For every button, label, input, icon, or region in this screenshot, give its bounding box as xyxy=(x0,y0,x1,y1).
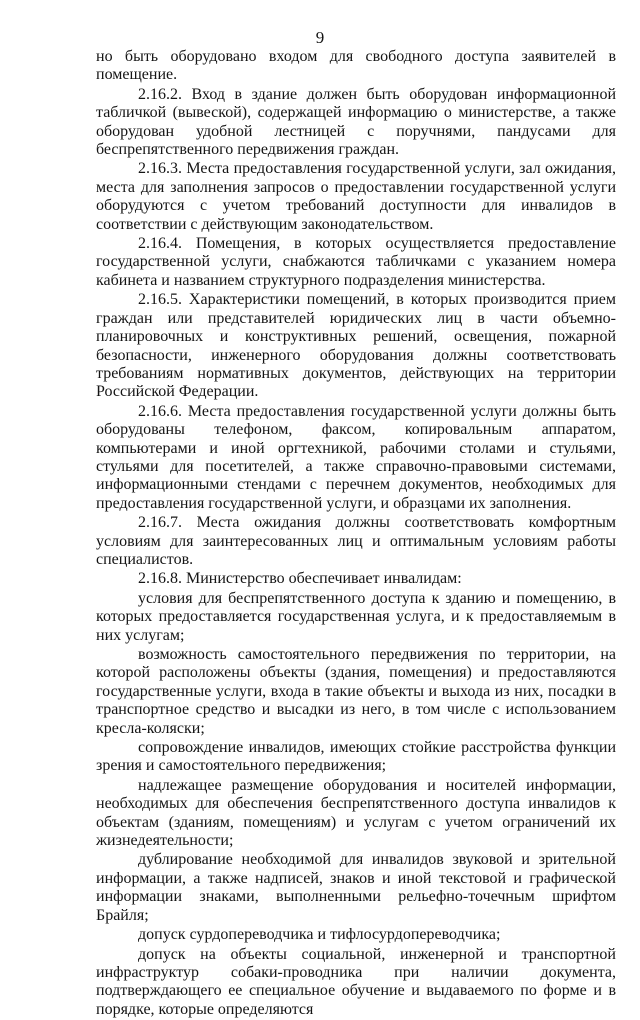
paragraph-2-16-4: 2.16.4. Помещения, в которых осуществляется предоставление государственной услуги, снабжаются табличками с указанием номера кабинета и названием структурного подразделения министерства. xyxy=(96,235,616,289)
paragraph-2-16-2: 2.16.2. Вход в здание должен быть оборудован информационной табличкой (вывеской), содержащей информацию о министерстве, а также оборудован удобной лестницей с поручнями, пандусами для беспрепятственного передвижения граждан. xyxy=(96,85,616,159)
list-item-escort: сопровождение инвалидов, имеющих стойкие расстройства функции зрения и самостоятельного передвижения; xyxy=(96,739,616,775)
list-item-movement: возможность самостоятельного передвижения по территории, на которой расположены объекты (здания, помещения) и предоставляются государственные услуги, входа в такие объекты и выхода из них, посадки в транспортное средство и высадки из него, в том числе с использованием кресла-коляски; xyxy=(96,646,616,737)
list-item-equipment-placement: надлежащее размещение оборудования и носителей информации, необходимых для обеспечения беспрепятственного доступа инвалидов к объектам (зданиям, помещениям) и услугам с учетом ограничений их жизнедеятельности; xyxy=(96,776,616,850)
paragraph-continuation: но быть оборудовано входом для свободного доступа заявителей в помещение. xyxy=(96,48,616,84)
page-number: 9 xyxy=(315,28,325,47)
list-item-guide-dog: допуск на объекты социальной, инженерной и транспортной инфраструктур собаки-проводника при наличии документа, подтверждающего ее специальное обучение и выдаваемого по форме и в порядке, которые определяются xyxy=(96,945,616,1018)
list-item-braille: дублирование необходимой для инвалидов звуковой и зрительной информации, а также надписей, знаков и иной текстовой и графической информации знаками, выполненными рельефно-точечным шрифтом Брайля; xyxy=(96,851,616,924)
paragraph-2-16-5: 2.16.5. Характеристики помещений, в которых производится прием граждан или представителей юридических лиц в части объемно-планировочных и конструктивных решений, освещения, пожарной безопасности, инженерного оборудования должны соответствовать требованиям нормативных документов, действующих на территории Российской Федерации. xyxy=(96,291,616,401)
list-item-access-conditions: условия для беспрепятственного доступа к зданию и помещению, в которых предоставляется государственная услуга, и к предоставляемым в них услугам; xyxy=(96,589,616,644)
paragraph-2-16-7: 2.16.7. Места ожидания должны соответствовать комфортным условиям для заинтересованных лиц и оптимальным условиям работы специалистов. xyxy=(96,514,616,568)
document-body xyxy=(96,48,616,1020)
paragraph-2-16-3: 2.16.3. Места предоставления государственной услуги, зал ожидания, места для заполнения запросов о предоставлении государственной услуги оборудуются с учетом требований доступности для инвалидов в соответствии с действующим законодательством. xyxy=(96,160,616,233)
paragraph-2-16-8: 2.16.8. Министерство обеспечивает инвалидам: xyxy=(138,570,462,588)
paragraph-2-16-6: 2.16.6. Места предоставления государственной услуги должны быть оборудованы телефоном, факсом, копировальным аппаратом, компьютерами и иной оргтехникой, рабочими столами и стульями, стульями для посетителей, а также справочно-правовыми системами, информационными стендами с перечнем документов, необходимых для предоставления государственной услуги, и образцами их заполнения. xyxy=(96,402,616,512)
list-item-interpreter: допуск сурдопереводчика и тифлосурдопереводчика; xyxy=(138,926,501,944)
